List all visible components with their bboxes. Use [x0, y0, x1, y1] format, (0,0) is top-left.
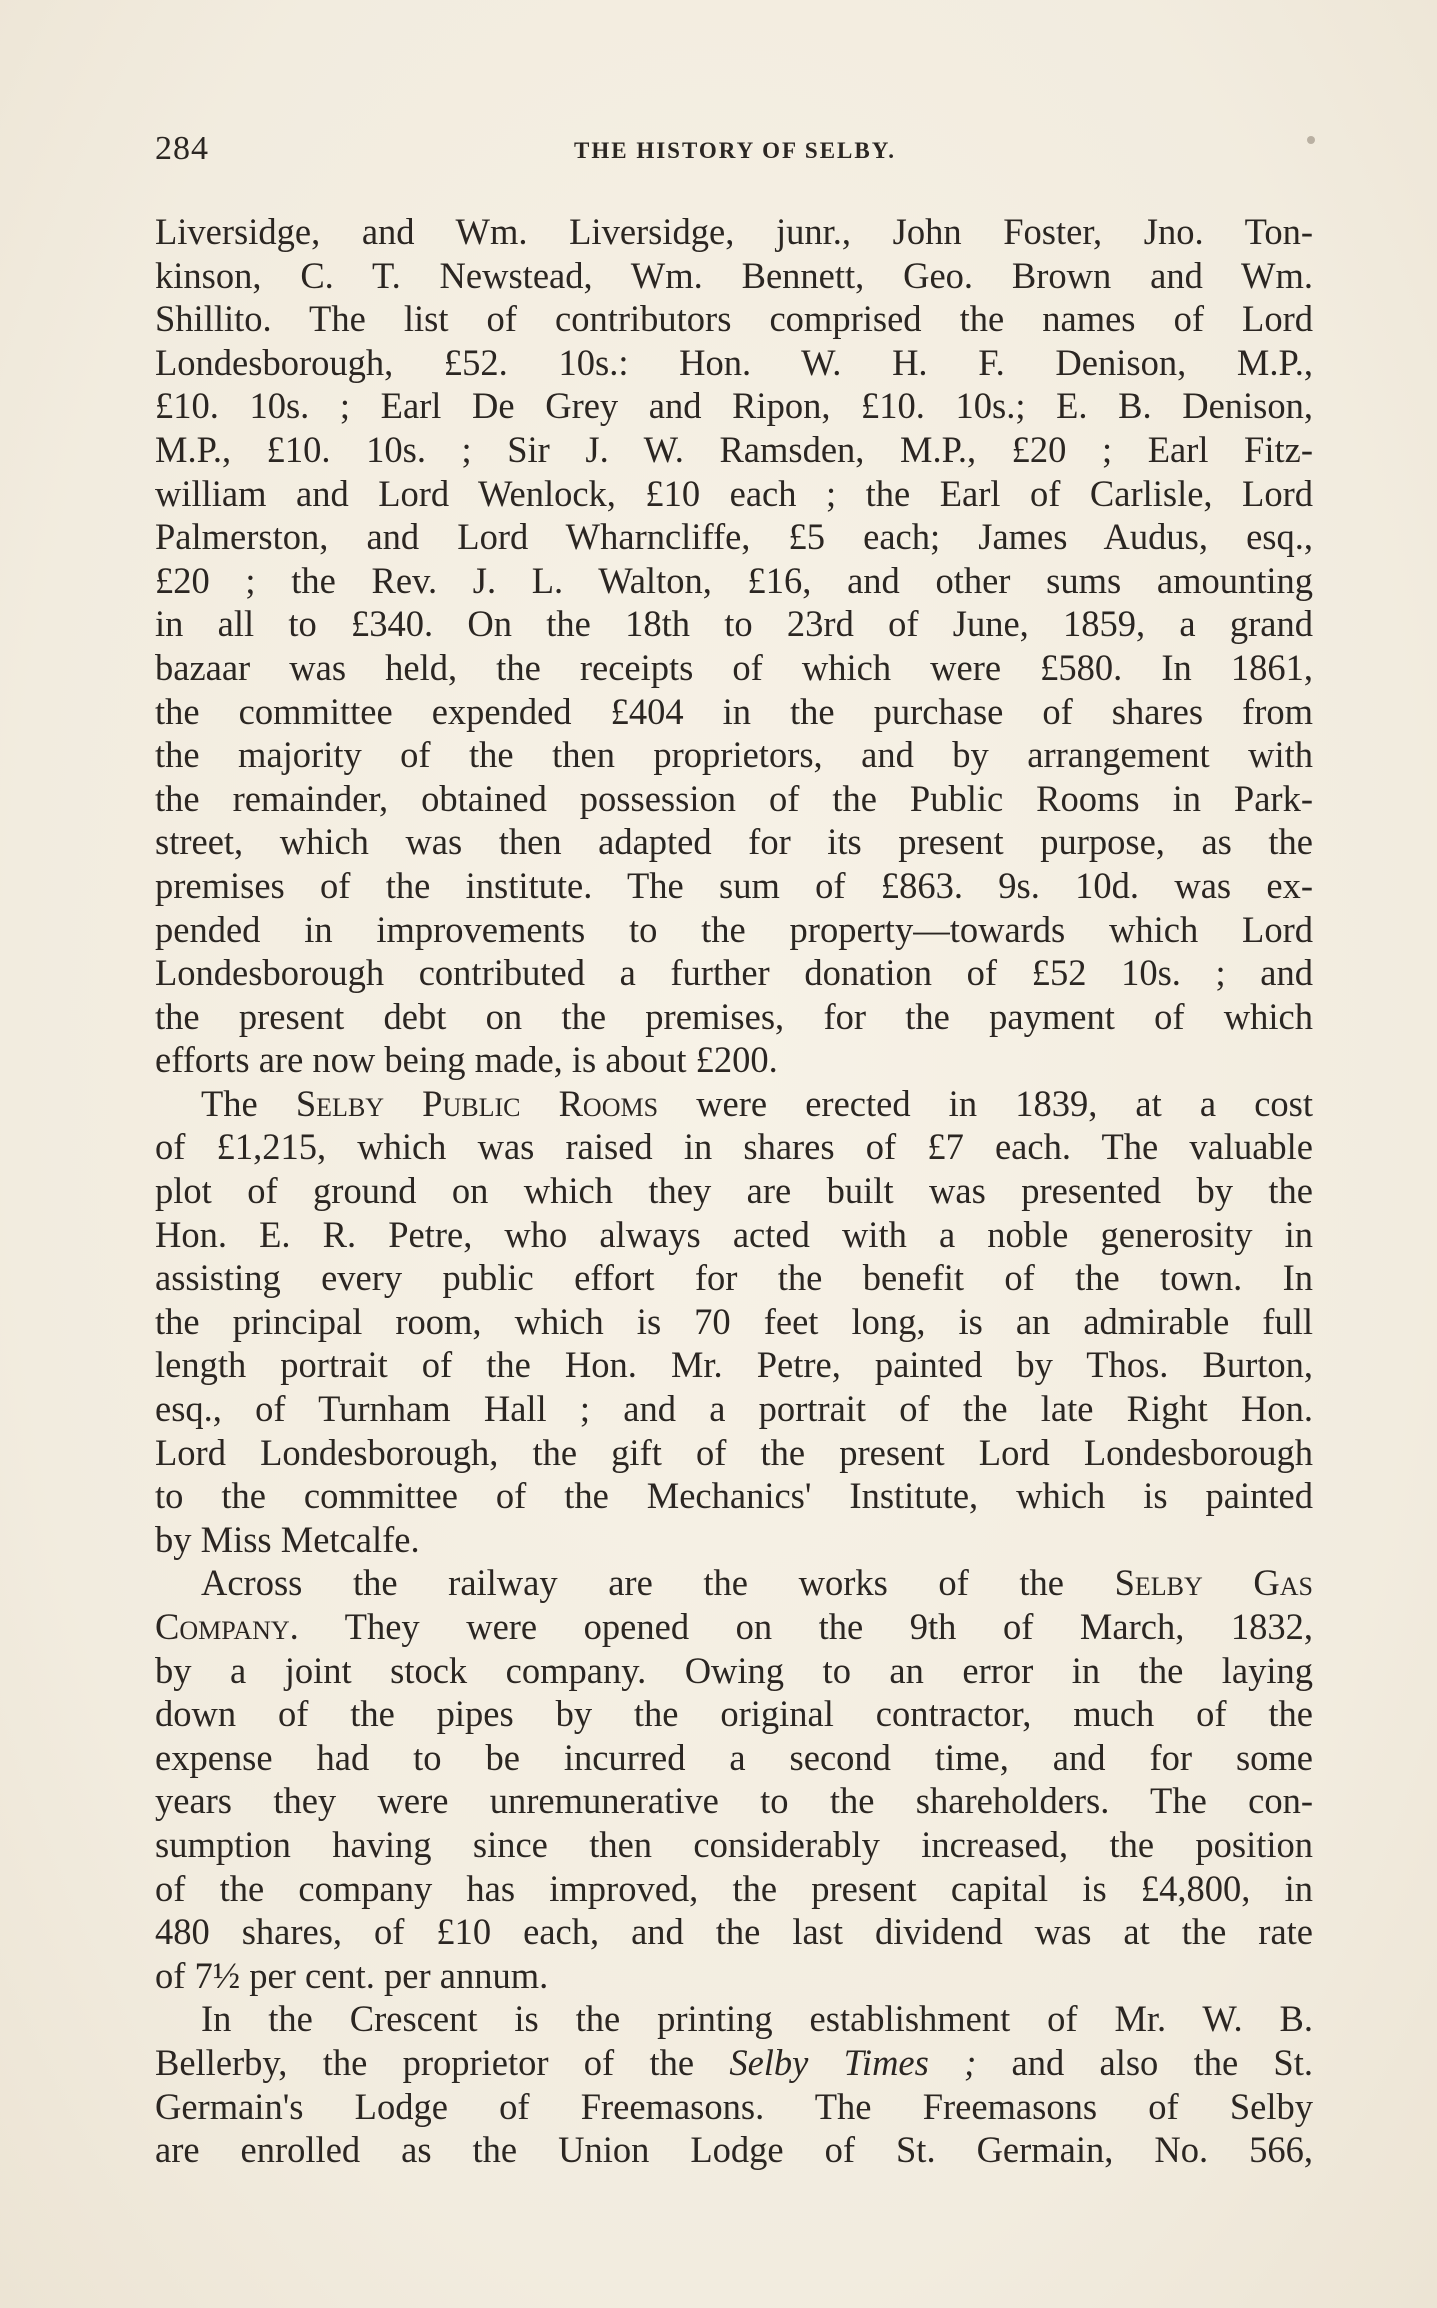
text-line: sumption having since then considerably increased, the position	[155, 1823, 1313, 1865]
running-title: THE HISTORY OF SELBY.	[574, 138, 896, 163]
text-line: M.P., £10. 10s. ; Sir J. W. Ramsden, M.P., £20 ; Earl Fitz-	[155, 428, 1313, 470]
text-span: and also the St.	[976, 2041, 1313, 2083]
text-span: Across the railway are the works of the	[201, 1562, 1115, 1604]
text-line: length portrait of the Hon. Mr. Petre, painted by Thos. Burton,	[155, 1344, 1313, 1386]
text-line: the committee expended £404 in the purchase of shares from	[155, 690, 1313, 732]
text-line: kinson, C. T. Newstead, Wm. Bennett, Geo. Brown and Wm.	[155, 254, 1313, 296]
text-line: Londesborough, £52. 10s.: Hon. W. H. F. Denison, M.P.,	[155, 341, 1313, 383]
text-line: by a joint stock company. Owing to an error in the laying	[155, 1649, 1313, 1691]
text-line: the remainder, obtained possession of the Public Rooms in Park-	[155, 777, 1313, 819]
page-header	[155, 130, 1315, 180]
text-line: the majority of the then proprietors, and by arrangement with	[155, 734, 1313, 776]
text-line: expense had to be incurred a second time, and for some	[155, 1736, 1313, 1778]
text-line: of 7½ per cent. per annum.	[155, 1954, 549, 1996]
text-line: to the committee of the Mechanics' Institute, which is painted	[155, 1475, 1313, 1517]
text-line: pended in improvements to the property—towards which Lord	[155, 908, 1313, 950]
text-span: Bellerby, the proprietor of the	[155, 2041, 730, 2083]
text-line: the present debt on the premises, for the payment of which	[155, 995, 1313, 1037]
small-caps-text: Company	[155, 1606, 290, 1647]
ink-speck	[1307, 136, 1315, 144]
text-line: efforts are now being made, is about £200.	[155, 1039, 778, 1081]
text-line	[155, 1605, 1313, 1649]
text-line: Londesborough contributed a further donation of £52 10s. ; and	[155, 952, 1313, 994]
text-line: plot of ground on which they are built was presented by the	[155, 1170, 1313, 1212]
text-line: In the Crescent is the printing establishment of Mr. W. B.	[201, 1998, 1313, 2040]
text-line: william and Lord Wenlock, £10 each ; the Earl of Carlisle, Lord	[155, 472, 1313, 514]
text-line: premises of the institute. The sum of £863. 9s. 10d. was ex-	[155, 864, 1313, 906]
text-line: years they were unremunerative to the shareholders. The con-	[155, 1780, 1313, 1822]
small-caps-text: Selby Gas	[1114, 1562, 1313, 1604]
text-line: street, which was then adapted for its present purpose, as the	[155, 821, 1313, 863]
text-line: the principal room, which is 70 feet long, is an admirable full	[155, 1300, 1313, 1342]
text-line: in all to £340. On the 18th to 23rd of June, 1859, a grand	[155, 603, 1313, 645]
text-line: down of the pipes by the original contractor, much of the	[155, 1693, 1313, 1735]
text-line: are enrolled as the Union Lodge of St. Germain, No. 566,	[155, 2129, 1313, 2171]
text-line: assisting every public effort for the benefit of the town. In	[155, 1257, 1313, 1299]
text-line: Liversidge, and Wm. Liversidge, junr., John Foster, Jno. Ton-	[155, 211, 1313, 252]
text-line: of the company has improved, the present capital is £4,800, in	[155, 1867, 1313, 1909]
text-line: of £1,215, which was raised in shares of £7 each. The valuable	[155, 1126, 1313, 1168]
text-line: £10. 10s. ; Earl De Grey and Ripon, £10. 10s.; E. B. Denison,	[155, 385, 1313, 427]
text-line: 480 shares, of £10 each, and the last dividend was at the rate	[155, 1911, 1313, 1953]
italic-text: Selby Times ;	[729, 2041, 977, 2083]
text-line: Germain's Lodge of Freemasons. The Freemasons of Selby	[155, 2085, 1313, 2127]
text-line	[155, 1561, 1313, 1605]
text-line: Palmerston, and Lord Wharncliffe, £5 each; James Audus, esq.,	[155, 516, 1313, 558]
text-line: bazaar was held, the receipts of which were £580. In 1861,	[155, 646, 1313, 688]
text-line	[155, 1082, 1313, 1126]
page-number: 284	[155, 130, 209, 167]
small-caps-text: Selby Public Rooms	[295, 1082, 659, 1124]
text-line: Hon. E. R. Petre, who always acted with a noble generosity in	[155, 1213, 1313, 1255]
text-line: Lord Londesborough, the gift of the present Lord Londesborough	[155, 1431, 1313, 1473]
text-line: £20 ; the Rev. J. L. Walton, £16, and other sums amounting	[155, 559, 1313, 601]
text-line: esq., of Turnham Hall ; and a portrait of the late Right Hon.	[155, 1388, 1313, 1430]
text-line: Shillito. The list of contributors comprised the names of Lord	[155, 298, 1313, 340]
text-span: . They were opened on the 9th of March, 1832,	[289, 1606, 1313, 1647]
text-line	[155, 2041, 1313, 2085]
text-span: The	[201, 1082, 296, 1124]
text-span: were erected in 1839, at a cost	[658, 1082, 1314, 1124]
body-text	[155, 210, 1313, 2172]
text-line: by Miss Metcalfe.	[155, 1518, 420, 1560]
